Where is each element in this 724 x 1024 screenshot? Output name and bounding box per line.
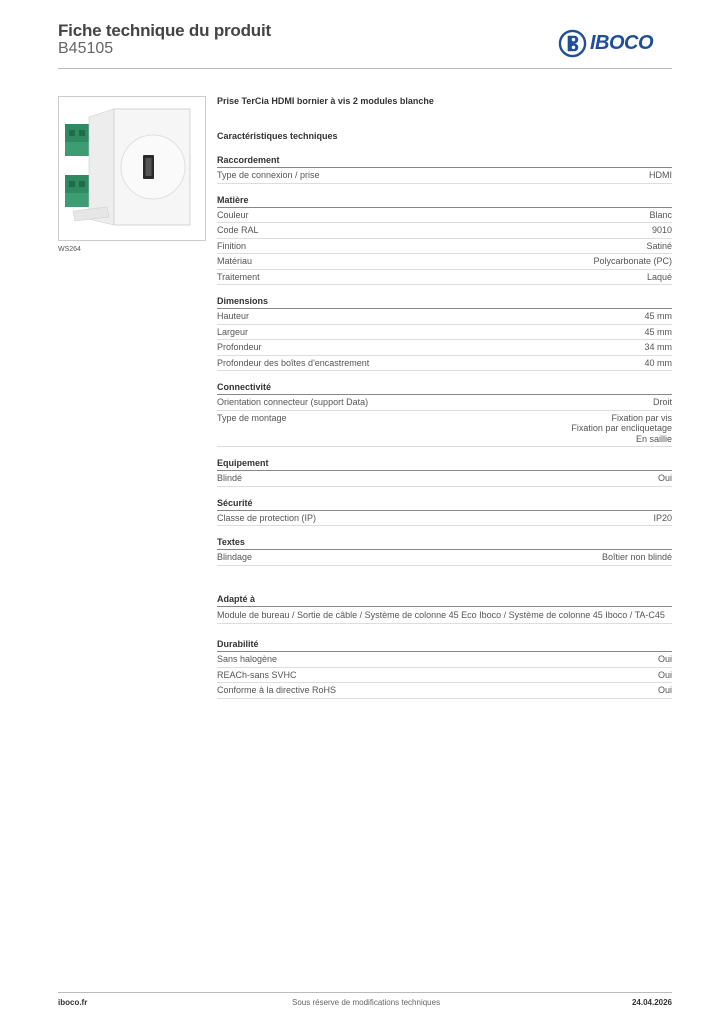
spec-label: Blindé	[217, 473, 243, 483]
footer-date: 24.04.2026	[631, 998, 672, 1007]
spec-value: Oui	[657, 654, 672, 664]
spec-value: Oui	[657, 685, 672, 695]
spec-label: Conforme à la directive RoHS	[217, 685, 337, 695]
spec-label: Profondeur des boîtes d'encastrement	[217, 357, 370, 368]
spec-value: 9010	[651, 225, 672, 235]
spec-label: Type de montage	[217, 412, 287, 423]
logo-text: IBOCO	[590, 32, 654, 54]
section-title: Raccordement	[217, 155, 672, 168]
spec-label: Finition	[217, 240, 247, 251]
spec-label: Classe de protection (IP)	[217, 512, 317, 523]
section-title: Equipement	[217, 458, 672, 471]
spec-value: Boîtier non blindé	[601, 552, 672, 562]
spec-value: Polycarbonate (PC)	[593, 256, 672, 266]
spec-row	[217, 683, 672, 699]
spec-value: Laqué	[646, 271, 672, 282]
spec-row	[217, 411, 672, 448]
adapted-text: Module de bureau / Sortie de câble / Système de colonne 45 Eco Iboco / Système de colonne 45 Iboco / TA-C45	[217, 607, 672, 625]
spec-row	[217, 270, 672, 286]
spec-section	[217, 195, 672, 286]
spec-value: IP20	[653, 512, 672, 523]
spec-row	[217, 395, 672, 411]
spec-sections	[217, 155, 672, 566]
durability-rows	[217, 652, 672, 699]
spec-label: Hauteur	[217, 311, 250, 321]
spec-label: Traitement	[217, 271, 260, 282]
spec-row	[217, 511, 672, 527]
product-image	[58, 96, 206, 241]
spec-label: Sans halogène	[217, 654, 278, 664]
section-title: Sécurité	[217, 498, 672, 511]
spec-row	[217, 309, 672, 325]
spec-section	[217, 537, 672, 566]
spec-value: Oui	[657, 473, 672, 483]
spec-row	[217, 471, 672, 487]
spec-label: Couleur	[217, 209, 249, 220]
section-title: Matière	[217, 195, 672, 208]
spec-label: Profondeur	[217, 342, 262, 352]
spec-label: Blindage	[217, 552, 253, 562]
iboco-logo-icon	[558, 29, 587, 58]
spec-label: Code RAL	[217, 225, 259, 235]
image-caption: WS264	[58, 246, 81, 253]
spec-value: 34 mm	[644, 342, 672, 352]
durability-section	[217, 639, 672, 699]
spec-row	[217, 325, 672, 341]
spec-section	[217, 458, 672, 487]
spec-content	[217, 96, 672, 699]
spec-value: Blanc	[649, 209, 672, 220]
section-title: Textes	[217, 537, 672, 550]
section-title: Durabilité	[217, 639, 672, 652]
spec-section	[217, 296, 672, 371]
footer-website[interactable]: iboco.fr	[58, 998, 88, 1007]
section-title: Connectivité	[217, 382, 672, 395]
spec-value-line: Fixation par vis	[611, 412, 672, 423]
spec-row	[217, 550, 672, 566]
section-title: Adapté à	[217, 594, 672, 607]
spec-value: 45 mm	[644, 311, 672, 321]
spec-row	[217, 652, 672, 668]
section-title: Dimensions	[217, 296, 672, 309]
spec-row	[217, 340, 672, 356]
spec-value: Droit	[652, 397, 672, 407]
spec-section	[217, 498, 672, 527]
spec-label: Orientation connecteur (support Data)	[217, 397, 369, 407]
spec-label: Type de connexion / prise	[217, 170, 320, 180]
spec-row	[217, 668, 672, 684]
iboco-logo	[558, 29, 653, 58]
spec-label: Largeur	[217, 326, 249, 337]
product-name: Prise TerCia HDMI bornier à vis 2 modules blanche	[217, 96, 434, 106]
spec-label: Matériau	[217, 256, 253, 266]
footer-notice: Sous réserve de modifications techniques	[292, 998, 441, 1007]
spec-row	[217, 223, 672, 239]
spec-value: 40 mm	[644, 357, 672, 368]
spec-row	[217, 168, 672, 184]
hdmi-socket-product-photo	[59, 97, 205, 240]
spec-value-line: En saillie	[635, 433, 672, 444]
adapted-section	[217, 594, 672, 625]
spec-value: 45 mm	[644, 326, 672, 337]
spec-row	[217, 208, 672, 224]
spec-row	[217, 254, 672, 270]
spec-value: Satiné	[646, 240, 672, 251]
page-title: Fiche technique du produit	[58, 21, 271, 40]
spec-label: REACh-sans SVHC	[217, 669, 297, 680]
footer-divider	[58, 992, 672, 993]
spec-value: Oui	[657, 669, 672, 680]
spec-value-line: Fixation par encliquetage	[571, 423, 672, 433]
spec-subtitle: Caractéristiques techniques	[217, 131, 338, 141]
product-reference: B45105	[58, 40, 114, 57]
spec-row	[217, 356, 672, 372]
spec-section	[217, 382, 672, 447]
spec-row	[217, 239, 672, 255]
spec-value: HDMI	[649, 170, 672, 180]
spec-value	[571, 413, 672, 445]
header-divider	[58, 68, 672, 69]
spec-section	[217, 155, 672, 184]
